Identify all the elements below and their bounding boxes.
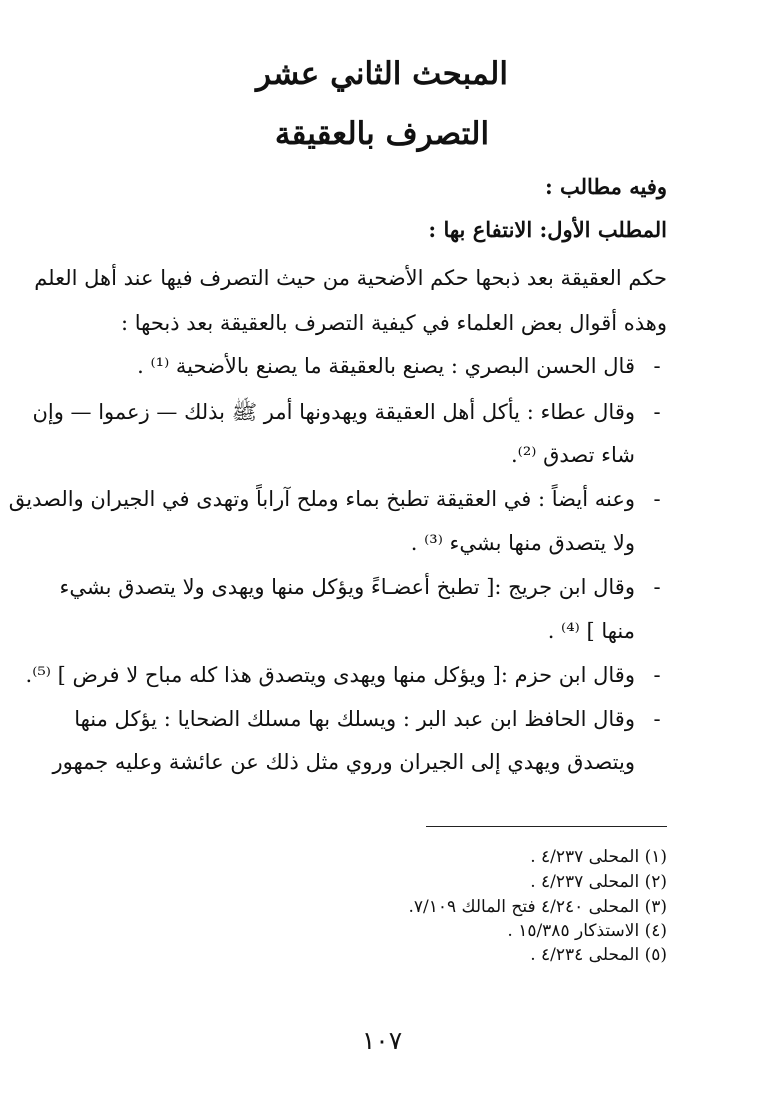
quote-item (32, 395, 667, 433)
bullet-dash: - (653, 400, 661, 424)
paragraph-line: وهذه أقوال بعض العلماء في كيفية التصرف بالعقيقة بعد ذبحها : (121, 311, 667, 335)
footnote-item: (١) المحلى ٤/٢٣٧ . (530, 847, 667, 867)
quote-continuation: ويتصدق ويهدي إلى الجيران وروي مثل ذلك عن عائشة وعليه جمهور (52, 750, 635, 774)
footnote-divider (426, 826, 667, 827)
footnote-item: (٤) الاستذكار ١٥/٣٨٥ . (507, 921, 667, 941)
paragraph-line: حكم العقيقة بعد ذبحها حكم الأضحية من حيث التصرف فيها عند أهل العلم (34, 266, 667, 290)
section-heading: المطلب الأول: الانتفاع بها : (428, 217, 667, 242)
quote-continuation: منها ] ⁽⁴⁾ . (547, 619, 635, 643)
chapter-title: المبحث الثاني عشر (256, 56, 508, 92)
quote-item (59, 570, 667, 608)
quote-text: وقال ابن حزم :[ ويؤكل منها ويهدى ويتصدق هذا كله مباح لا فرض ] ⁽⁵⁾. (25, 663, 635, 687)
quote-item (93, 349, 667, 387)
bullet-dash: - (653, 663, 661, 687)
quote-text: قال الحسن البصري : يصنع بالعقيقة ما يصنع بالأضحية ⁽¹⁾ . (137, 354, 635, 378)
quote-item (74, 702, 667, 740)
bullet-dash: - (653, 575, 661, 599)
page-number: ١٠٧ (361, 1026, 403, 1055)
quote-item (8, 482, 667, 520)
bullet-dash: - (653, 354, 661, 378)
quote-continuation: ولا يتصدق منها بشيء ⁽³⁾ . (410, 531, 635, 555)
bullet-dash: - (653, 707, 661, 731)
footnote-item: (٣) المحلى ٤/٢٤٠ فتح المالك ٧/١٠٩. (408, 897, 667, 917)
quote-text: وعنه أيضاً : في العقيقة تطبخ بماء وملح آراباً وتهدى في الجيران والصديق (8, 487, 635, 511)
intro-label: وفيه مطالب : (544, 174, 667, 199)
footnote-item: (٢) المحلى ٤/٢٣٧ . (530, 872, 667, 892)
bullet-dash: - (653, 487, 661, 511)
quote-item (25, 658, 667, 696)
footnote-item: (٥) المحلى ٤/٢٣٤ . (530, 945, 667, 965)
quote-text: وقال الحافظ ابن عبد البر : ويسلك بها مسلك الضحايا : يؤكل منها (74, 707, 635, 731)
quote-continuation: شاء تصدق ⁽²⁾. (510, 443, 635, 467)
quote-text: وقال ابن جريج :[ تطبخ أعضـاءً ويؤكل منها ويهدى ولا يتصدق بشيء (59, 575, 635, 599)
chapter-subtitle: التصرف بالعقيقة (274, 116, 490, 152)
quote-text: وقال عطاء : يأكل أهل العقيقة ويهدونها أمر ﷺ بذلك — زعموا — وإن (32, 400, 635, 424)
